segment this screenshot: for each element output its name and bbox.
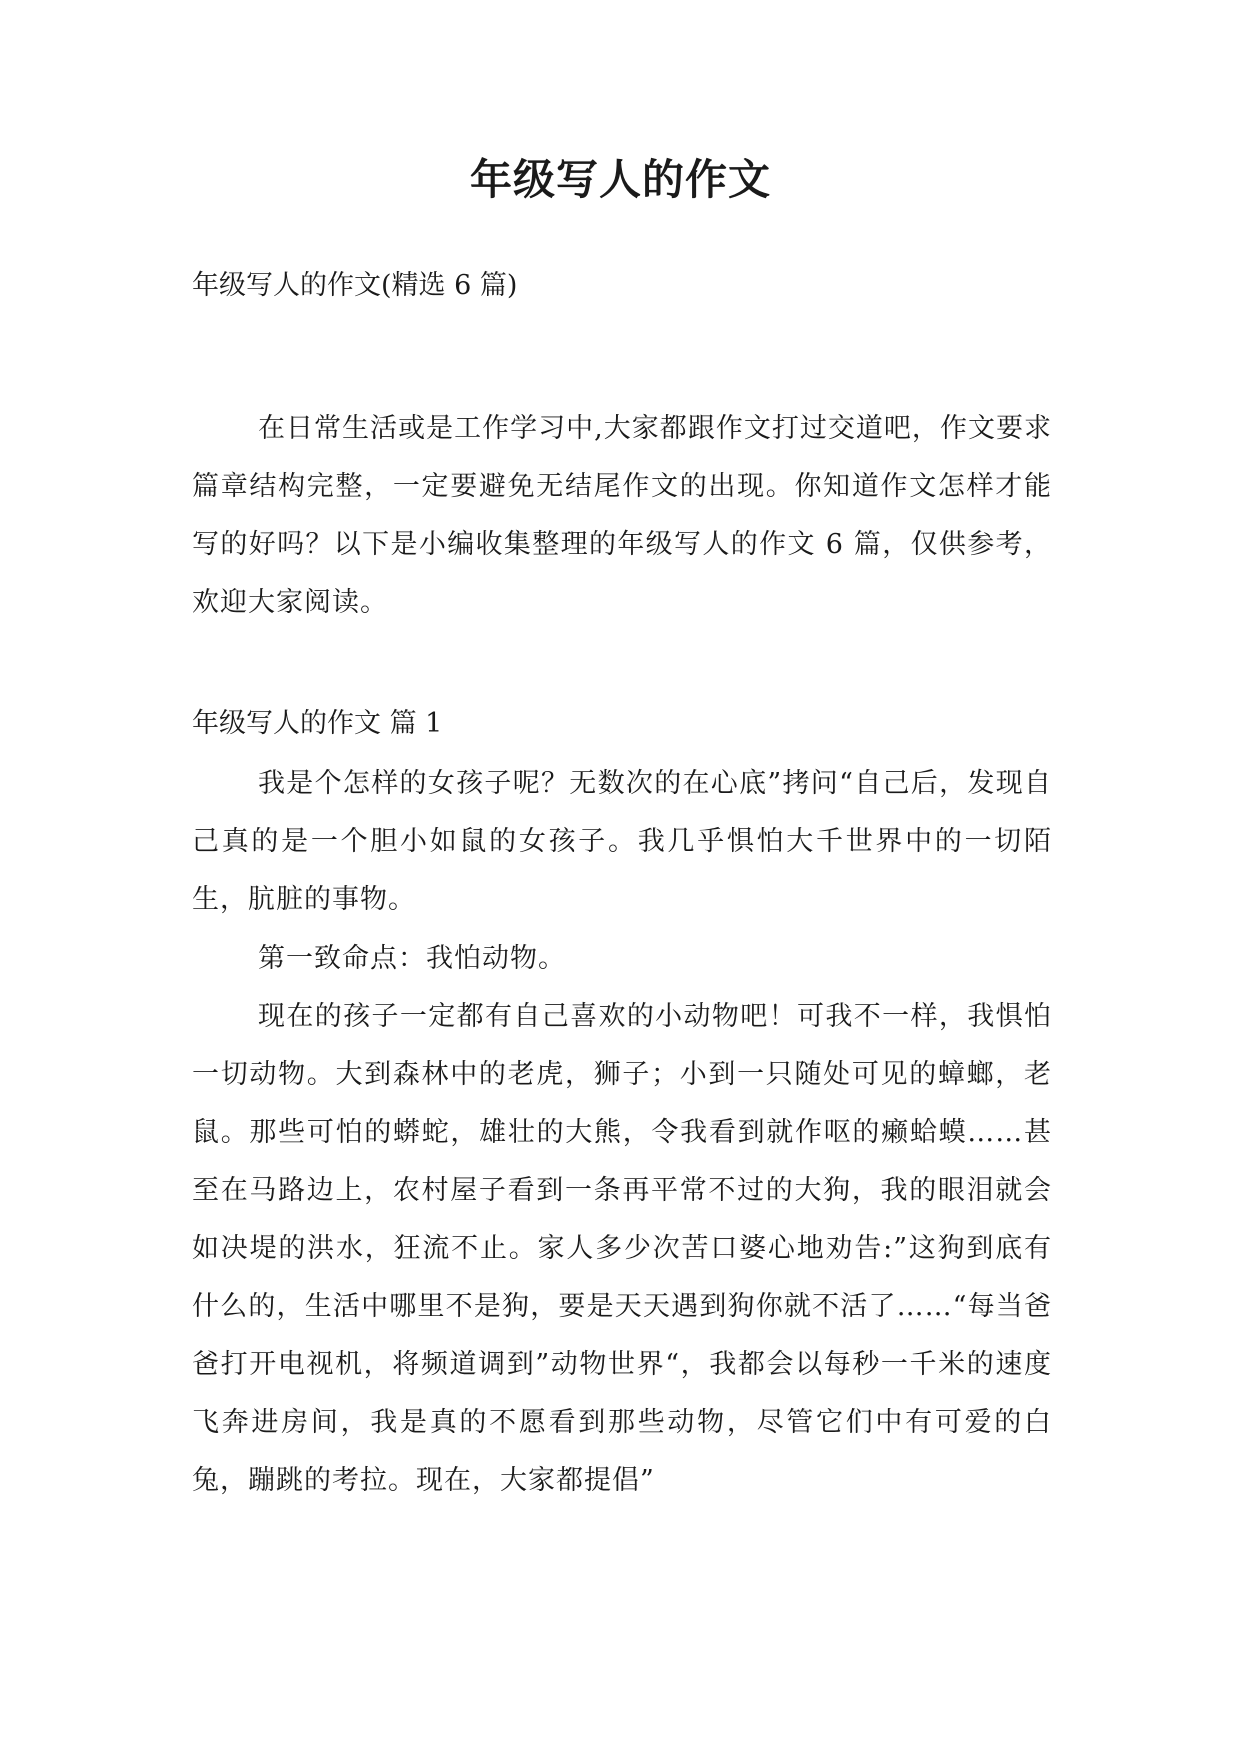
body-paragraph: 现在的孩子一定都有自己喜欢的小动物吧！可我不一样，我惧怕一切动物。大到森林中的老虎，狮子；小到一只随处可见的蟑螂，老鼠。那些可怕的蟒蛇，雄壮的大熊，令我看到就作呕的癞蛤蟆……甚至在马路边上，农村屋子看到一条再平常不过的大狗，我的眼泪就会如决堤的洪水，狂流不止。家人多少次苦口婆心地劝告:”这狗到底有什么的，生活中哪里不是狗，要是天天遇到狗你就不活了……“每当爸爸打开电视机，将频道调到”动物世界“，我都会以每秒一千米的速度飞奔进房间，我是真的不愿看到那些动物，尽管它们中有可爱的白兔，蹦跳的考拉。现在，大家都提倡” [192, 1001, 1052, 1496]
body-paragraph: 我是个怎样的女孩子呢？无数次的在心底”拷问“自己后，发现自己真的是一个胆小如鼠的女孩子。我几乎惧怕大千世界中的一切陌生，肮脏的事物。 [192, 768, 1052, 915]
section-heading: 年级写人的作文 篇 1 [192, 708, 443, 739]
document-subtitle: 年级写人的作文(精选 6 篇) [192, 270, 518, 301]
body-paragraph: 第一致命点：我怕动物。 [258, 943, 566, 974]
intro-paragraph: 在日常生活或是工作学习中,大家都跟作文打过交道吧，作文要求篇章结构完整，一定要避免无结尾作文的出现。你知道作文怎样才能写的好吗？以下是小编收集整理的年级写人的作文 6 篇，仅供参考，欢迎大家阅读。 [192, 413, 1052, 618]
document-title: 年级写人的作文 [469, 155, 771, 204]
